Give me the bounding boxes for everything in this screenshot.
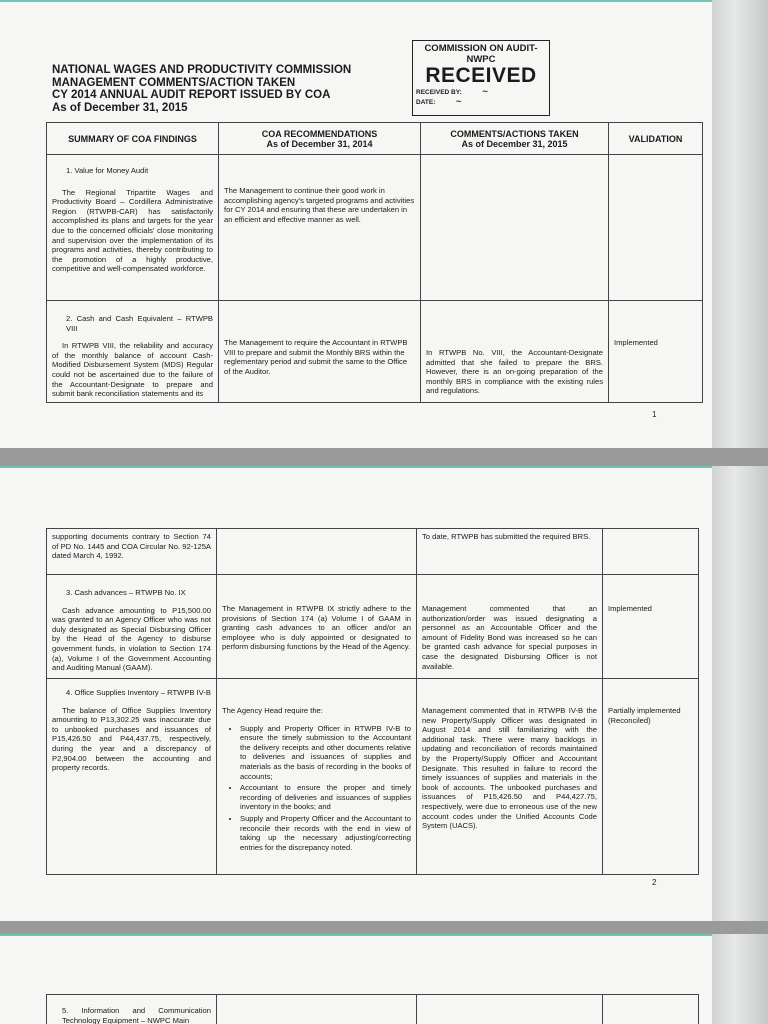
recommendation-item: • Supply and Property Officer in RTWPB IV-B to ensure the timely submission to the Accountant the delivery receipts and other documents relative to deliveries and issuances of supplies and materials as the basis of recording in the books of accounts; (240, 724, 411, 782)
findings-table-page-3 (46, 994, 699, 1024)
finding-4-recommendation-list (222, 724, 411, 853)
page-number-1: 1 (652, 410, 657, 419)
finding-row-1 (47, 155, 703, 301)
header-line-3: CY 2014 ANNUAL AUDIT REPORT ISSUED BY COA (52, 89, 331, 101)
finding-2-body-continued: supporting documents contrary to Section 74 of PD No. 1445 and COA Circular No. 92-125A dated March 4, 1992. (52, 532, 211, 561)
finding-4-validation: Partially implemented (Reconciled) (608, 706, 681, 725)
document-page-3 (0, 934, 712, 1024)
finding-2-title: 2. Cash and Cash Equivalent – RTWPB VIII (66, 314, 213, 333)
finding-4-title: 4. Office Supplies Inventory – RTWPB IV-B (66, 688, 211, 697)
finding-3-body: Cash advance amounting to P15,500.00 was granted to an Agency Officer who was not duly designated as Special Disbursing Officer by the Head of the Agency to disburse government funds, in violation to Section 174 (a), Volume I of the Government Accounting and Auditing Manual (GAAM). (52, 605, 211, 673)
page-3-top-edge (0, 934, 712, 936)
finding-row-5 (47, 995, 699, 1024)
finding-2-body: In RTWPB VIII, the reliability and accuracy of the monthly balance of account Cash-Modified Disbursement System (MDS) Regular could not be ascertained due to the failure of the Accountant-Designate to prepare and submit bank reconciliation statements and its (52, 341, 213, 399)
document-page-2 (0, 466, 712, 921)
finding-row-2-continued (47, 529, 699, 575)
page-2-top-edge (0, 466, 712, 468)
finding-row-2 (47, 301, 703, 403)
findings-table-page-2 (46, 528, 699, 875)
finding-5-title: 5. Information and Communication Technology Equipment – NWPC Main (62, 1006, 211, 1024)
column-header-findings: SUMMARY OF COA FINDINGS (47, 123, 219, 155)
finding-2-validation: Implemented (614, 338, 658, 347)
page-2-side-edge (712, 466, 768, 921)
finding-4-body: The balance of Office Supplies Inventory amounting to P13,302.25 was inaccurate due to unbooked purchases and issuances of P15,426.50 and P44,437.75, respectively, during the year and a discrepancy of P2,904.00 between the accounting and property records. (52, 705, 211, 773)
finding-1-title: 1. Value for Money Audit (66, 166, 149, 175)
stamp-org-2: NWPC (466, 54, 496, 65)
finding-3-action: Management commented that an authorization/order was issued designating a personnel as an Accountable Officer and the amount of Fidelity Bond was increased so he can be granted cash advance for special purposes in case the designated Disbursing Officer is not available. (422, 604, 597, 671)
finding-4-recommendation-intro: The Agency Head require the: (222, 706, 323, 715)
finding-1-recommendation: The Management to continue their good work in accomplishing agency's targeted programs and activities for CY 2014 and ensuring that these are undertaken in an efficient and effective manner as well. (224, 186, 415, 224)
received-stamp (412, 40, 550, 116)
stamp-received-by: RECEIVED BY: ~ (416, 86, 489, 96)
finding-3-recommendation: The Management in RTWPB IX strictly adhere to the provisions of Section 174 (a) Volume I of GAAM in granting cash advances to an officer and/or an employee who is duly appointed or designated to perform disbursing functions by the Head of the Agency. (222, 604, 411, 652)
finding-3-validation: Implemented (608, 604, 652, 613)
finding-2-recommendation: The Management to require the Accountant in RTWPB VIII to prepare and submit the Monthly BRS within the reglementary period and submit the same to the Office of the Auditor. (224, 338, 408, 376)
signature-mark: ~ (481, 86, 489, 96)
header-line-4: As of December 31, 2015 (52, 101, 188, 114)
page-1-side-edge (712, 0, 768, 448)
recommendation-item: • Supply and Property Officer and the Accountant to reconcile their records with the end in view of taking up the necessary adjusting/correcting entries for the discrepancy noted. (240, 814, 411, 852)
finding-1-validation (609, 155, 703, 301)
finding-2-action-continued: To date, RTWPB has submitted the required BRS. (422, 532, 591, 541)
finding-row-4 (47, 679, 699, 875)
column-header-recommendations: COA RECOMMENDATIONS As of December 31, 2014 (219, 123, 421, 155)
page-top-edge (0, 0, 712, 2)
date-signature-mark: ~ (455, 96, 463, 106)
stamp-received: RECEIVED (425, 64, 537, 87)
header-line-2: MANAGEMENT COMMENTS/ACTION TAKEN (52, 76, 296, 89)
stamp-date: DATE: ~ (416, 96, 463, 106)
header-line-1: NATIONAL WAGES AND PRODUCTIVITY COMMISSION (52, 64, 352, 76)
document-page-1 (0, 0, 712, 448)
finding-2-action: In RTWPB No. VIII, the Accountant-Designate admitted that she failed to prepare the BRS. However, there is an on-going preparation of the monthly BRS in compliance with the existing rules and regulations. (426, 348, 603, 396)
findings-table-page-1 (46, 122, 703, 403)
recommendation-item: • Accountant to ensure the proper and timely recording of deliveries and issuances of supplies inventory in the books; and (240, 783, 411, 812)
stamp-org: COMMISSION ON AUDIT- (424, 43, 538, 54)
column-header-actions: COMMENTS/ACTIONS TAKEN As of December 31, 2015 (421, 123, 609, 155)
column-header-validation: VALIDATION (609, 123, 703, 155)
finding-3-title: 3. Cash advances – RTWPB No. IX (66, 588, 186, 597)
page-3-side-edge (712, 934, 768, 1024)
finding-row-3 (47, 575, 699, 679)
finding-1-action (421, 155, 609, 301)
finding-4-action: Management commented that in RTWPB IV-B the new Property/Supply Officer was designated in August 2014 and still familiarizing with the additional task. There were many backlogs in updating and reconciliation of records maintained by the Property/Supply Officer and Accountant Designate. This resulted in failure to record the timely issuances of supplies and materials in the book of accounts. The unbooked purchases and issuances of P15,426.50 and P44,427.75, respectively, were due to erroneous use of the new account codes under the Unified Accounts Code System (UACS). (422, 706, 597, 831)
report-header (52, 64, 351, 114)
page-number-2: 2 (652, 878, 657, 887)
finding-1-body: The Regional Tripartite Wages and Productivity Board – Cordillera Administrative Region (RTWPB-CAR) has satisfactorily accomplished its plans and targets for the year due to the concerned officials' close monitoring and supervision over the implementation of its programs and activities, thereby contributing to the promotion of a highly productive, competitive and well-compensated workforce. (52, 187, 213, 274)
